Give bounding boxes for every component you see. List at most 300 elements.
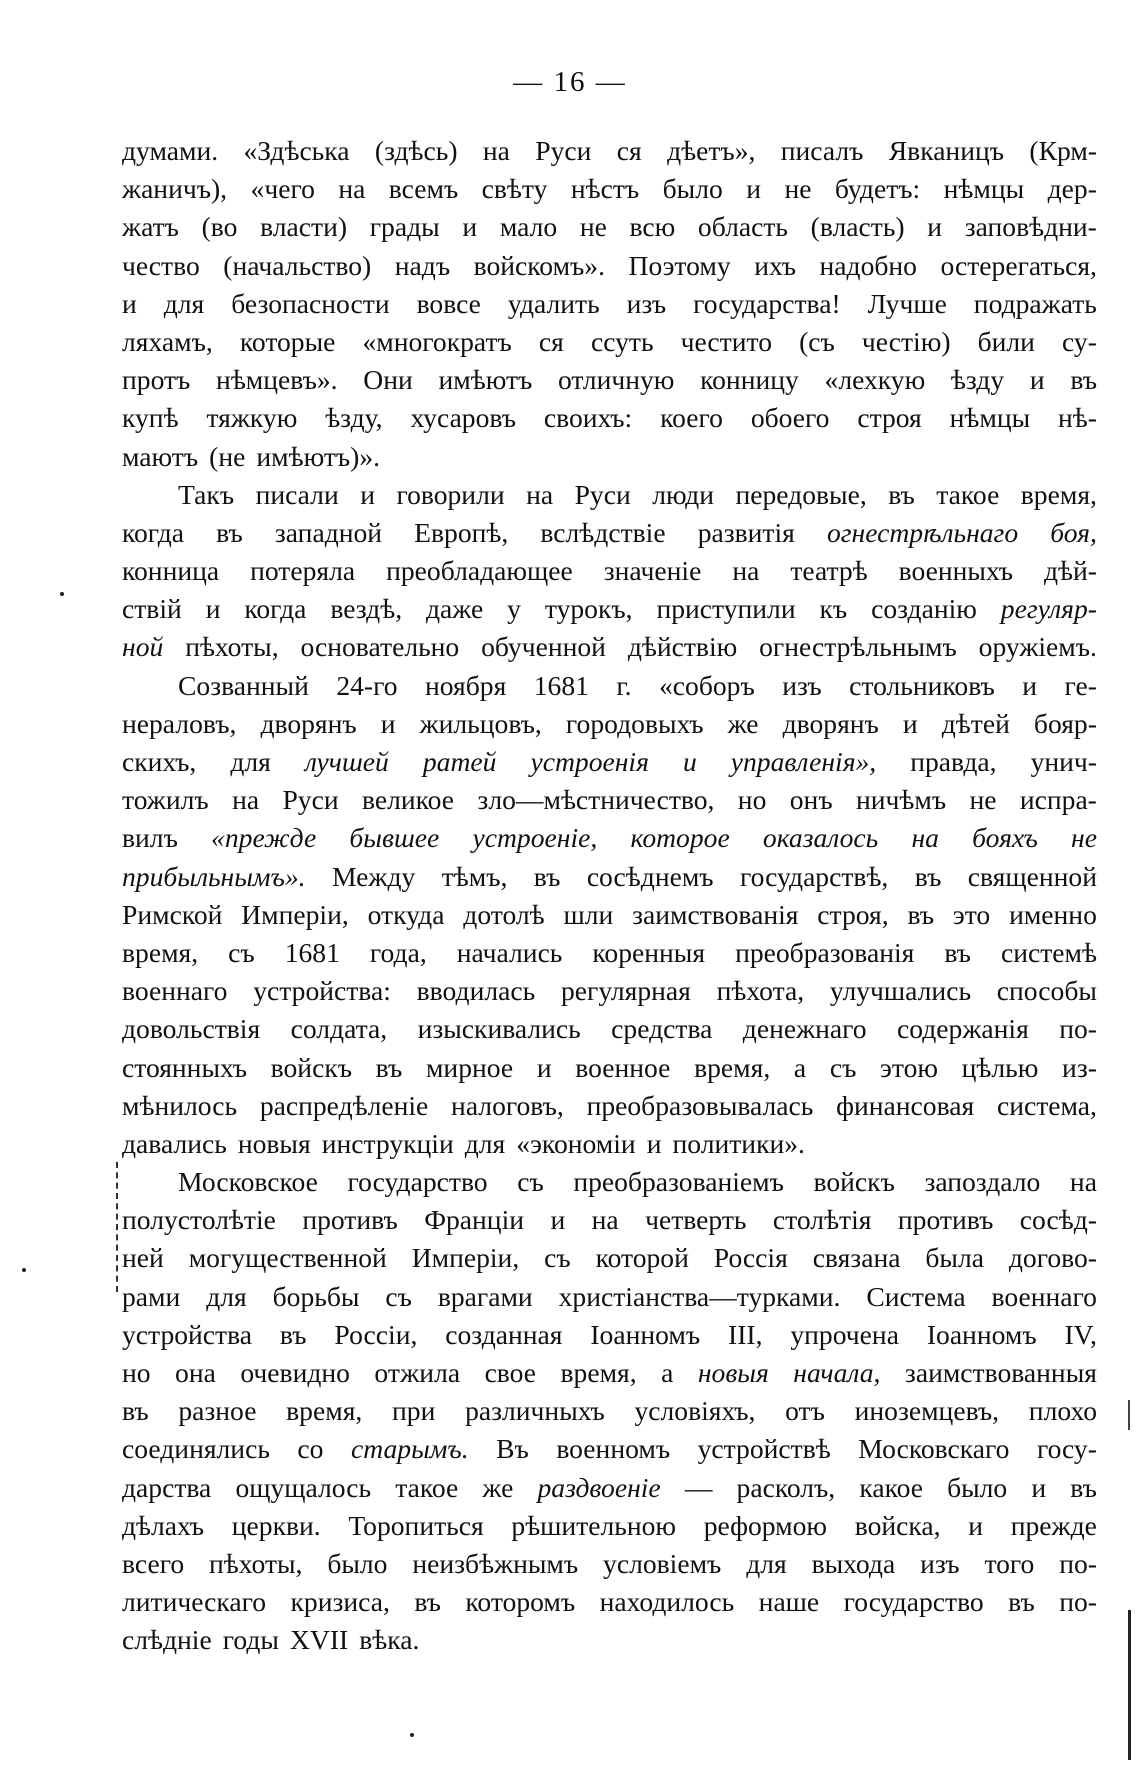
word: устроеніе, <box>472 822 598 854</box>
word: именно <box>1009 898 1097 930</box>
word: на <box>338 173 366 205</box>
word: устройства <box>122 1318 253 1350</box>
text-line <box>122 1163 1097 1201</box>
word: новыя <box>237 1127 311 1159</box>
word: священной <box>967 860 1097 892</box>
text-line <box>122 781 1097 819</box>
text-line <box>122 896 1097 934</box>
text-line <box>122 1125 1097 1163</box>
word: строя, <box>817 898 889 930</box>
word: всю <box>629 211 676 243</box>
word: рѣшительною <box>511 1509 677 1541</box>
word: система, <box>996 1089 1097 1121</box>
text-line <box>122 552 1097 590</box>
text-line <box>122 1621 1097 1659</box>
word: Между <box>331 860 416 892</box>
word: (во <box>201 211 238 243</box>
word: вовсе <box>416 287 481 319</box>
word: люди <box>652 478 714 510</box>
word: могущественной <box>188 1242 387 1274</box>
word: отъ <box>785 1395 825 1427</box>
word: военное <box>575 1051 671 1083</box>
word: честито <box>680 325 773 357</box>
word: (съ <box>799 325 835 357</box>
word: старымъ. <box>350 1433 469 1465</box>
word: соединялись <box>122 1433 270 1465</box>
word: къ <box>819 593 848 625</box>
word: вѣка. <box>359 1624 420 1656</box>
word: ссуть <box>590 325 654 357</box>
word: того <box>984 1547 1035 1579</box>
word: тожилъ <box>122 784 209 816</box>
word: тяжкую <box>206 402 298 434</box>
word: шли <box>563 898 614 930</box>
word: борьбы <box>272 1280 360 1312</box>
word: съ <box>228 936 255 968</box>
word: которые <box>239 325 336 357</box>
word: оказалось <box>762 822 879 854</box>
word: войскъ <box>270 1051 352 1083</box>
word: Руси <box>282 784 339 816</box>
word: было <box>662 173 723 205</box>
text-line <box>122 1430 1097 1468</box>
text-line <box>122 323 1097 361</box>
word: на <box>591 1204 619 1236</box>
word: въ <box>914 860 942 892</box>
word: время, <box>1020 478 1097 510</box>
word: Въ <box>496 1433 529 1465</box>
word: неизбѣжнымъ <box>412 1547 579 1579</box>
word: плохо <box>1028 1395 1097 1427</box>
word: инструкціи <box>321 1127 454 1159</box>
word: нераловъ, <box>122 707 237 739</box>
word: жильцовъ, <box>419 707 542 739</box>
word: наше <box>758 1586 820 1618</box>
page-number: — 16 — <box>513 66 627 98</box>
word: Лучше <box>867 287 947 319</box>
word: съ <box>517 1166 544 1198</box>
text-line <box>122 1049 1097 1087</box>
word: изъ <box>920 1547 960 1579</box>
word: чество <box>122 249 200 281</box>
word: думами. <box>122 135 219 166</box>
word: новыя <box>697 1357 769 1388</box>
word: созданная <box>445 1318 563 1350</box>
word: театрѣ <box>790 555 868 587</box>
text-line <box>122 934 1097 972</box>
word: преобразовывалась <box>586 1089 814 1121</box>
word: «соборъ <box>658 669 755 701</box>
word: войскомъ». <box>473 249 605 281</box>
word: свое <box>484 1357 537 1388</box>
word: реформою <box>703 1509 828 1541</box>
word: Они <box>363 364 413 396</box>
word: надъ <box>394 249 451 281</box>
word: упрочена <box>790 1318 899 1350</box>
word: оружіемъ. <box>978 631 1097 663</box>
word: 24-го <box>336 669 398 701</box>
word: коего <box>660 402 723 434</box>
word: четверть <box>645 1204 747 1236</box>
text-line <box>122 1201 1097 1239</box>
word: давались <box>122 1127 227 1159</box>
text-line <box>122 705 1097 743</box>
text-line <box>122 1545 1097 1583</box>
word: нѣмцевъ». <box>216 364 338 396</box>
word: содержанія <box>897 1013 1029 1045</box>
body-text <box>122 132 1097 1660</box>
word: лучшей <box>304 746 389 777</box>
word: въ <box>533 860 561 892</box>
word: для <box>163 287 205 319</box>
word: догово- <box>1008 1242 1097 1274</box>
word: на <box>526 478 554 510</box>
text-line <box>122 132 1097 170</box>
word: дворянъ <box>260 707 357 739</box>
word: и <box>1029 364 1045 396</box>
word: унич- <box>1030 746 1097 777</box>
word: и <box>550 1204 566 1236</box>
word: не <box>784 173 812 205</box>
word: отжила <box>374 1357 461 1388</box>
word: какое <box>859 1471 923 1503</box>
word: годы <box>222 1624 279 1656</box>
word: онъ <box>789 784 833 816</box>
ink-speck <box>22 1268 26 1272</box>
word: военномъ <box>556 1433 671 1465</box>
word: противъ <box>302 1204 398 1236</box>
word: остерегаться, <box>940 249 1097 281</box>
text-line <box>122 1010 1097 1048</box>
word: государство <box>347 1166 488 1198</box>
word: изъ <box>626 287 667 319</box>
word: въ <box>375 1051 403 1083</box>
word: передовые, <box>735 478 867 510</box>
word: въ <box>1008 1586 1035 1618</box>
text-line <box>122 628 1097 666</box>
word: начала, <box>793 1357 881 1388</box>
word: — <box>684 1471 713 1503</box>
word: (власть) <box>810 211 905 243</box>
word: ся <box>616 135 642 166</box>
word: которомъ <box>465 1586 576 1618</box>
word: ратей <box>422 746 497 777</box>
word: но <box>122 1357 151 1388</box>
word: для <box>230 746 271 777</box>
word: въ <box>907 898 935 930</box>
word: была <box>925 1242 984 1274</box>
word: Московскаго <box>858 1433 1010 1465</box>
margin-pencil-mark <box>116 1162 124 1292</box>
word: прибыльнымъ». <box>122 860 306 892</box>
word: удалить <box>507 287 600 319</box>
word: тѣмъ, <box>441 860 508 892</box>
word: западной <box>274 516 383 548</box>
word: Московское <box>178 1166 318 1198</box>
word: обоего <box>750 402 830 434</box>
word: Іоанномъ <box>926 1318 1037 1350</box>
word: на <box>911 822 939 854</box>
word: связана <box>812 1242 901 1274</box>
word: же <box>482 1471 514 1503</box>
text-line <box>122 1278 1097 1316</box>
word: и <box>927 211 943 243</box>
word: надобно <box>819 249 917 281</box>
text-line <box>122 247 1097 285</box>
word: XVII <box>290 1624 349 1656</box>
word: свѣту <box>481 173 548 205</box>
word: ляхамъ, <box>122 325 213 357</box>
word: со <box>297 1433 324 1465</box>
word: и <box>205 593 221 625</box>
word: мирное <box>425 1051 514 1083</box>
word: церкви. <box>231 1509 321 1541</box>
word: безопасности <box>231 287 390 319</box>
text-line <box>122 285 1097 323</box>
word: подражать <box>973 287 1097 319</box>
word: когда <box>244 593 307 625</box>
word: въ <box>888 478 915 510</box>
word: писали <box>255 478 339 510</box>
word: нѣстъ <box>570 173 640 205</box>
word: ихъ <box>754 249 796 281</box>
word: военнаго <box>991 1280 1097 1312</box>
word: Поэтому <box>628 249 731 281</box>
word: честію) <box>861 325 951 357</box>
word: способы <box>996 975 1097 1007</box>
word: Имперіи, <box>241 898 349 930</box>
word: на <box>232 784 260 816</box>
word: и <box>360 478 375 510</box>
word: всемъ <box>388 173 459 205</box>
word: су- <box>1062 325 1097 357</box>
word: и <box>646 1127 662 1159</box>
word: Руси <box>535 135 592 166</box>
word: Франціи <box>424 1204 524 1236</box>
word: и <box>536 1051 552 1083</box>
word: великое <box>362 784 455 816</box>
word: скихъ, <box>122 746 197 777</box>
word: расколъ, <box>736 1471 836 1503</box>
word: заповѣдни- <box>964 211 1097 243</box>
word: хусаровъ <box>410 402 517 434</box>
word: государство <box>843 1586 984 1618</box>
word: заимствованія <box>632 898 799 930</box>
word: налоговъ, <box>451 1089 564 1121</box>
word: распредѣленіе <box>259 1089 429 1121</box>
ink-speck <box>60 592 64 596</box>
word: мало <box>499 211 558 243</box>
text-line <box>122 819 1097 857</box>
text-line <box>122 1316 1097 1354</box>
word: Имперіи, <box>411 1242 520 1274</box>
word: начались <box>456 936 563 968</box>
word: даже <box>426 593 484 625</box>
word: для <box>746 1547 787 1579</box>
word: боя, <box>1050 516 1097 548</box>
word: время, <box>694 1051 771 1083</box>
word: (начальство) <box>223 249 372 281</box>
word: 1681 <box>533 669 589 701</box>
text-line <box>122 170 1097 208</box>
word: преобразованія <box>735 936 915 968</box>
word: имѣютъ)». <box>256 440 381 472</box>
word: этою <box>880 1051 938 1083</box>
text-line <box>122 399 1097 437</box>
word: и <box>682 746 697 777</box>
word: находилось <box>599 1586 735 1618</box>
word: «чего <box>250 173 315 205</box>
text-line <box>122 858 1097 896</box>
word: довольствія <box>122 1013 261 1045</box>
word: Россія <box>713 1242 788 1274</box>
word: кризиса, <box>290 1586 390 1618</box>
word: и <box>122 287 137 319</box>
word: конницу <box>700 364 799 396</box>
word: года, <box>369 936 427 968</box>
word: били <box>977 325 1035 357</box>
word: бояхъ <box>972 822 1038 854</box>
word: управленія», <box>730 746 877 777</box>
edge-mark <box>1128 1610 1131 1760</box>
word: это <box>952 898 991 930</box>
word: врагами <box>437 1280 533 1312</box>
word: на <box>732 555 760 587</box>
word: Такъ <box>178 478 235 510</box>
word: своихъ: <box>543 402 633 434</box>
word: конница <box>122 555 220 587</box>
word: которое <box>630 822 730 854</box>
text-line <box>122 743 1097 781</box>
text-line <box>122 476 1097 514</box>
word: средства <box>611 1013 713 1045</box>
word: пѣхоты, <box>185 631 279 663</box>
word: вслѣдствіе <box>540 516 666 548</box>
word: зло—мѣстничество, <box>477 784 715 816</box>
word: бояр- <box>1033 707 1097 739</box>
word: откуда <box>367 898 445 930</box>
word: устройства: <box>253 975 391 1007</box>
word: IV, <box>1064 1318 1097 1350</box>
word: рами <box>122 1280 181 1312</box>
word: и <box>968 1509 984 1541</box>
word: не <box>1071 822 1097 854</box>
word: Россіи, <box>334 1318 418 1350</box>
word: и <box>380 707 396 739</box>
text-line <box>122 361 1097 399</box>
ink-speck <box>410 1733 414 1737</box>
word: (здѣсь) <box>374 135 458 166</box>
text-line <box>122 667 1097 705</box>
word: Римской <box>122 898 223 930</box>
word: жаничъ), <box>122 173 228 205</box>
word: и <box>1031 1471 1047 1503</box>
word: для <box>464 1127 506 1159</box>
word: «лехкую <box>824 364 926 396</box>
word: г. <box>616 669 632 701</box>
word: по- <box>1059 1547 1097 1579</box>
word: дѣтей <box>941 707 1010 739</box>
word: жатъ <box>122 211 179 243</box>
text-line <box>122 1583 1097 1621</box>
word: Торопиться <box>348 1509 484 1541</box>
word: запоздало <box>924 1166 1041 1198</box>
word: такое <box>936 478 1000 510</box>
word: дѣлахъ <box>122 1509 205 1541</box>
word: испра- <box>1019 784 1097 816</box>
word: денежнаго <box>742 1013 867 1045</box>
word: нѣмцы <box>943 173 1025 205</box>
word: въ <box>1070 364 1097 396</box>
word: при <box>392 1395 436 1427</box>
word: не <box>579 211 607 243</box>
word: устройствѣ <box>697 1433 831 1465</box>
word: дворянъ <box>782 707 879 739</box>
word: военныхъ <box>898 555 1013 587</box>
word: из- <box>1062 1051 1097 1083</box>
word: Явканицъ <box>888 135 1005 166</box>
word: военнаго <box>122 975 228 1007</box>
word: ней <box>122 1242 164 1274</box>
word: же <box>727 707 759 739</box>
word: «экономіи <box>516 1127 636 1159</box>
word: власти) <box>260 211 348 243</box>
word: регулярная <box>560 975 691 1007</box>
word: преобладающее <box>386 555 573 587</box>
text-line <box>122 590 1097 628</box>
word: и <box>902 707 918 739</box>
word: стоянныхъ <box>122 1051 247 1083</box>
word: Система <box>866 1280 966 1312</box>
text-line <box>122 1087 1097 1125</box>
word: было <box>327 1547 388 1579</box>
word: по- <box>1059 1586 1097 1618</box>
word: въ <box>279 1318 307 1350</box>
word: государствѣ, <box>739 860 889 892</box>
word: протъ <box>122 364 191 396</box>
word: ѣзду <box>950 364 1005 396</box>
word: созданію <box>871 593 977 625</box>
word: Іоанномъ <box>590 1318 701 1350</box>
word: войскъ <box>813 1166 895 1198</box>
word: обученной <box>481 631 606 663</box>
word: на <box>482 135 510 166</box>
word: очевидно <box>240 1357 350 1388</box>
word: Европѣ, <box>414 516 509 548</box>
word: развитія <box>697 516 795 548</box>
word: строя <box>857 402 922 434</box>
word: раздвоеніе <box>537 1471 661 1503</box>
word: съ <box>829 1051 857 1083</box>
word: по- <box>1059 1013 1097 1045</box>
word: время, <box>560 1357 637 1388</box>
word: нѣ- <box>1058 402 1097 434</box>
word: турокъ, <box>544 593 633 625</box>
word: въ <box>1070 1471 1097 1503</box>
word: дер- <box>1047 173 1097 205</box>
word: маютъ <box>122 440 199 472</box>
word: съ <box>385 1280 412 1312</box>
word: условіяхъ, <box>634 1395 756 1427</box>
word: ощущалось <box>235 1471 372 1503</box>
word: въ <box>944 936 971 968</box>
word: Руси <box>574 478 631 510</box>
word: потеряла <box>250 555 356 587</box>
word: значеніе <box>603 555 702 587</box>
word: приступили <box>656 593 796 625</box>
word: вездѣ, <box>330 593 403 625</box>
word: сосѣднемъ <box>586 860 714 892</box>
